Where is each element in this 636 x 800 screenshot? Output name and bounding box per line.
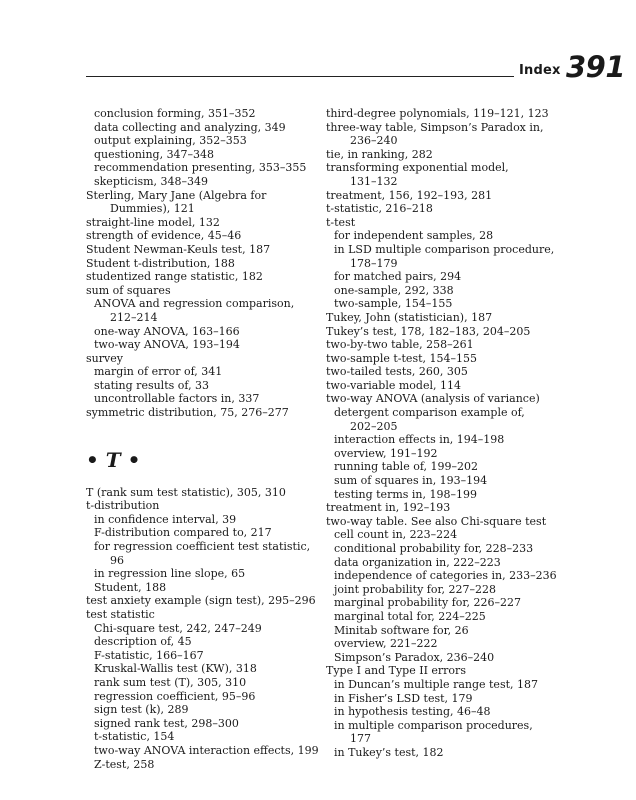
- index-entry: symmetric distribution, 75, 276–277: [86, 406, 289, 420]
- index-entry: treatment in, 192–193: [326, 501, 451, 515]
- index-entry: Student Newman-Keuls test, 187: [86, 242, 271, 256]
- index-entry: sum of squares: [86, 283, 171, 297]
- index-entry: test statistic: [86, 608, 155, 621]
- index-entry: cell count in, 223–224: [334, 528, 458, 542]
- index-entry: two-by-two table, 258–261: [326, 338, 474, 352]
- index-entry: two-way ANOVA interaction effects, 199: [94, 743, 319, 757]
- index-entry: sign test (k), 289: [94, 703, 189, 717]
- index-entry: conditional probability for, 228–233: [334, 542, 534, 555]
- index-entry: Minitab software for, 26: [334, 623, 469, 637]
- index-entry: third-degree polynomials, 119–121, 123: [326, 107, 549, 120]
- index-entry: two-way ANOVA (analysis of variance): [326, 392, 540, 406]
- index-entry: description of, 45: [94, 635, 192, 649]
- index-entry: 236–240: [350, 134, 398, 148]
- index-entry: 212–214: [110, 310, 158, 324]
- index-entry: margin of error of, 341: [94, 365, 223, 379]
- index-entry: marginal probability for, 226–227: [334, 596, 521, 610]
- index-entry: in Tukey’s test, 182: [334, 745, 444, 759]
- index-entry: running table of, 199–202: [334, 460, 478, 474]
- index-entry: survey: [86, 351, 123, 365]
- index-entry: conclusion forming, 351–352: [94, 107, 256, 120]
- index-entry: Tukey, John (statistician), 187: [326, 310, 493, 324]
- index-entries-t-continued: [326, 107, 558, 760]
- index-entry: data organization in, 222–223: [334, 555, 501, 569]
- index-entry: in Fisher’s LSD test, 179: [334, 691, 473, 705]
- index-entry: Kruskal-Wallis test (KW), 318: [94, 662, 257, 676]
- index-entry: 96: [110, 553, 124, 567]
- index-entry: questioning, 347–348: [94, 147, 215, 161]
- index-column-right: [326, 107, 558, 760]
- index-entry: skepticism, 348–349: [94, 174, 209, 188]
- index-entry: overview, 221–222: [334, 637, 438, 651]
- index-entry: Z-test, 258: [94, 757, 155, 771]
- index-entry: studentized range statistic, 182: [86, 270, 263, 284]
- index-entry: regression coefficient, 95–96: [94, 689, 256, 703]
- index-entry: stating results of, 33: [94, 378, 210, 392]
- index-entries-s-continued: [86, 107, 318, 420]
- index-entry: output explaining, 352–353: [94, 134, 247, 148]
- index-entry: treatment, 156, 192–193, 281: [326, 188, 493, 202]
- index-entry: Simpson’s Paradox, 236–240: [334, 650, 495, 664]
- index-entry: one-way ANOVA, 163–166: [94, 324, 240, 338]
- index-entry: F-statistic, 166–167: [94, 648, 204, 662]
- index-entry: Student, 188: [94, 580, 167, 594]
- index-entry: in LSD multiple comparison procedure,: [334, 242, 555, 256]
- header-rule: [86, 76, 514, 77]
- index-entry: overview, 191–192: [334, 446, 438, 460]
- index-entry: testing terms in, 198–199: [334, 487, 477, 501]
- index-entry: tie, in ranking, 282: [326, 147, 433, 161]
- index-entry: Tukey’s test, 178, 182–183, 204–205: [326, 324, 531, 338]
- index-entry: 178–179: [350, 256, 398, 270]
- index-entry: 131–132: [350, 174, 398, 188]
- index-entry: two-way table. See also Chi-square test: [326, 514, 547, 528]
- index-entry: marginal total for, 224–225: [334, 609, 486, 623]
- section-gap: [86, 420, 318, 448]
- index-entry: detergent comparison example of,: [334, 406, 525, 420]
- index-entry: ANOVA and regression comparison,: [94, 297, 295, 311]
- index-entry: Type I and Type II errors: [326, 664, 466, 678]
- index-entry: interaction effects in, 194–198: [334, 433, 505, 447]
- index-entries-t: [86, 486, 318, 771]
- header-label: Index: [519, 63, 561, 78]
- index-column-left: [86, 107, 318, 771]
- index-entry: Sterling, Mary Jane (Algebra for: [86, 188, 267, 202]
- index-entry: rank sum test (T), 305, 310: [94, 675, 247, 689]
- page-number: 391: [566, 50, 626, 84]
- index-entry: recommendation presenting, 353–355: [94, 161, 307, 175]
- index-entry: t-test: [326, 215, 356, 229]
- index-entry: one-sample, 292, 338: [334, 283, 454, 297]
- index-entry: Student t-distribution, 188: [86, 256, 235, 270]
- index-entry: F-distribution compared to, 217: [94, 526, 272, 540]
- index-entry: t-statistic, 216–218: [326, 202, 433, 216]
- index-entry: Chi-square test, 242, 247–249: [94, 621, 262, 635]
- index-entry: 202–205: [350, 419, 398, 433]
- index-entry: for regression coefficient test statistic,: [94, 540, 311, 554]
- index-entry: test anxiety example (sign test), 295–296: [86, 594, 316, 608]
- index-entry: in multiple comparison procedures,: [334, 718, 533, 732]
- index-entry: two-variable model, 114: [326, 378, 461, 392]
- index-entry: for matched pairs, 294: [334, 270, 462, 284]
- index-entry: in hypothesis testing, 46–48: [334, 705, 491, 719]
- section-heading-t: • T •: [86, 447, 141, 472]
- index-entry: two-sample, 154–155: [334, 297, 453, 311]
- index-entry: transforming exponential model,: [326, 161, 509, 175]
- index-entry: in confidence interval, 39: [94, 512, 237, 526]
- index-entry: t-statistic, 154: [94, 730, 175, 744]
- index-entry: Dummies), 121: [110, 202, 195, 216]
- index-entry: three-way table, Simpson’s Paradox in,: [326, 120, 544, 134]
- index-entry: in Duncan’s multiple range test, 187: [334, 677, 538, 691]
- index-entry: two-way ANOVA, 193–194: [94, 338, 240, 352]
- index-entry: data collecting and analyzing, 349: [94, 120, 286, 134]
- index-entry: in regression line slope, 65: [94, 567, 246, 581]
- index-entry: two-tailed tests, 260, 305: [326, 365, 468, 379]
- index-entry: uncontrollable factors in, 337: [94, 392, 260, 406]
- index-entry: straight-line model, 132: [86, 215, 220, 229]
- index-entry: T (rank sum test statistic), 305, 310: [86, 485, 286, 499]
- index-entry: sum of squares in, 193–194: [334, 474, 488, 488]
- index-entry: t-distribution: [86, 499, 160, 513]
- index-entry: strength of evidence, 45–46: [86, 229, 242, 243]
- index-entry: for independent samples, 28: [334, 229, 494, 243]
- index-entry: two-sample t-test, 154–155: [326, 351, 477, 365]
- index-entry: signed rank test, 298–300: [94, 716, 239, 730]
- index-entry: joint probability for, 227–228: [334, 582, 497, 596]
- index-entry: independence of categories in, 233–236: [334, 569, 557, 583]
- index-entry: 177: [350, 732, 371, 746]
